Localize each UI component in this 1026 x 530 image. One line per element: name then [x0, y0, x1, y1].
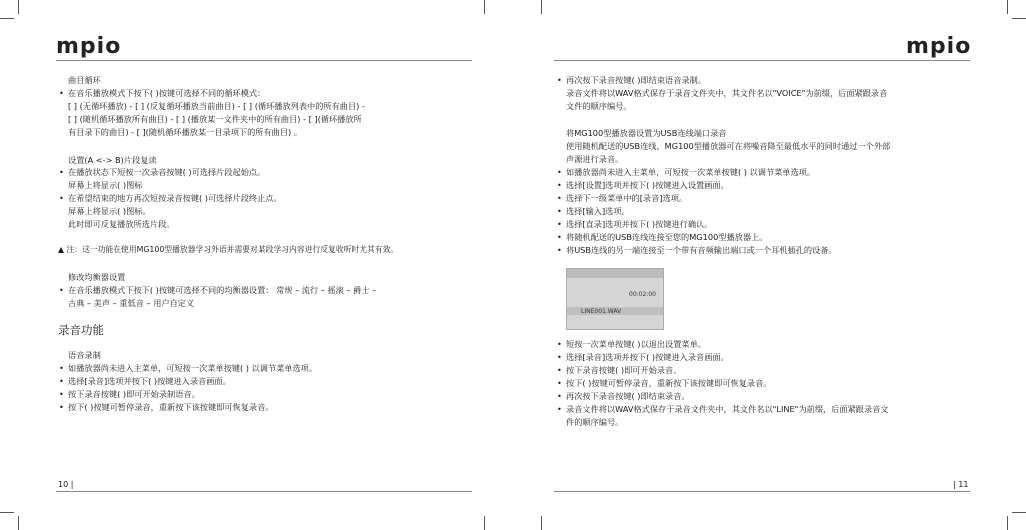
repeat-line-3: [ ] (随机循环播放所有曲目) - [ ] (播放某一文件夹中的所有曲目) - [ ](循环播放所 — [68, 114, 362, 124]
crop-mark — [484, 516, 485, 530]
crop-mark — [541, 0, 542, 14]
footer-rule-left — [56, 491, 472, 492]
crop-mark — [18, 516, 19, 530]
usb-step-7: • 将USB连线的另一端连接至一个带有音频输出端口或一个耳机插孔的设备。 — [566, 244, 837, 257]
footer-rule-right — [554, 491, 970, 492]
r-line-3: 文件的顺序编号。 — [566, 101, 632, 111]
usb2-line-7: 件的顺序编号。 — [566, 417, 624, 427]
voice-rec-title: 语音录制 — [68, 350, 101, 360]
usb-step-1: • 如播放器尚未进入主菜单，可短按一次菜单按键( ) 以调节菜单选项。 — [566, 166, 815, 179]
repeat-title: 曲目循环 — [68, 75, 101, 85]
header-rule-left — [56, 60, 472, 61]
crop-mark — [1007, 516, 1008, 530]
header-rule-right — [554, 60, 970, 61]
eq-title: 修改均衡器设置 — [68, 272, 126, 282]
crop-mark — [0, 512, 14, 513]
screen-filename: LINE001.WAV — [581, 308, 622, 315]
crop-mark — [1012, 18, 1026, 19]
ab-line-5: 此时即可反复播放所选片段。 — [68, 219, 175, 229]
page-number-left: 10 | — [58, 480, 74, 489]
device-screen-image — [566, 268, 664, 330]
r-step-end: • 再次按下录音按键( )即结束语音录制。 — [566, 74, 706, 87]
usb-line-2: 声源进行录音。 — [566, 154, 624, 164]
usb2-step-5: • 再次按下录音按键( )即结束录音。 — [566, 390, 690, 403]
usb-step-6: • 将随机配送的USB连线连接至您的MG100型播放器上。 — [566, 231, 767, 244]
mpio-logo-right: mpio — [906, 34, 972, 59]
usb-step-5: • 选择[直录]选项并按下( )按键进行确认。 — [566, 218, 712, 231]
usb2-step-6: • 录音文件将以WAV格式保存于录音文件夹中，其文件名以"LINE"为前缀，后面紧跟录音文 — [566, 403, 889, 416]
ab-line-2: 屏幕上将显示( )图标 — [68, 180, 143, 190]
voice-step-1: • 如播放器尚未进入主菜单，可短按一次菜单按键( ) 以调节菜单选项。 — [68, 362, 317, 375]
eq-line-2: 古典 – 美声 – 重低音 – 用户自定义 — [68, 298, 195, 308]
voice-step-2: • 选择[录音]选项并按下( )按键进入录音画面。 — [68, 375, 231, 388]
repeat-line-4: 有目录下的曲目) - [ ](随机循环播放某一目录项下的所有曲目) 。 — [68, 127, 303, 137]
crop-mark — [1007, 0, 1008, 14]
usb-rec-title: 将MG100型播放器设置为USB连线端口录音 — [566, 128, 727, 138]
ab-step-1: • 在播放状态下短按一次录音按键( )可选择片段起始点。 — [68, 166, 265, 179]
screen-time: 00:02:00 — [629, 291, 656, 298]
usb-step-2: • 选择[设置]选项并按下( )按键进入设置画面。 — [566, 179, 729, 192]
eq-step-1: • 在音乐播放模式下按下( )按键可选择不同的均衡器设置： 常规 – 流行 – 摇滚 – 爵士 – — [68, 284, 376, 297]
voice-step-4: • 按下( )按键可暂停录音，重新按下该按键即可恢复录音。 — [68, 401, 274, 414]
r-line-2: 录音文件将以WAV格式保存于录音文件夹中，其文件名以"VOICE"为前缀，后面紧跟录音 — [566, 88, 888, 98]
usb2-step-3: • 按下录音按键( )即可开始录音。 — [566, 364, 681, 377]
ab-line-4: 屏幕上将显示( )图标。 — [68, 206, 151, 216]
voice-step-3: • 按下录音按键( )即可开始录制语音。 — [68, 388, 200, 401]
crop-mark — [18, 0, 19, 14]
usb-step-3: • 选择下一级菜单中的[录音]选项。 — [566, 192, 687, 205]
repeat-line-2: [ ] (无循环播放) - [ ] (反复循环播放当前曲目) - [ ] (循环播放列表中的所有曲目) - — [68, 101, 365, 111]
ab-step-2: • 在希望结束的地方再次短按录音按键( )可选择片段终止点。 — [68, 192, 282, 205]
screen-top-bar — [567, 269, 663, 278]
crop-mark — [541, 516, 542, 530]
crop-mark — [0, 18, 14, 19]
usb2-step-1: • 短按一次菜单按键( )以退出设置菜单。 — [566, 338, 706, 351]
usb-step-4: • 选择[输入]选项。 — [566, 205, 630, 218]
recording-heading: 录音功能 — [58, 323, 104, 337]
crop-mark — [1012, 512, 1026, 513]
usb2-step-2: • 选择[录音]选项并按下( )按键进入录音画面。 — [566, 351, 729, 364]
ab-repeat-title: 设置(A <-> B)片段复读 — [68, 155, 157, 165]
mpio-logo-left: mpio — [56, 34, 122, 59]
ab-note: ▲ 注：这一功能在使用MG100型播放器学习外语并需要对某段学习内容进行反复收听时尤其有效。 — [58, 245, 399, 254]
usb-line-1: 使用随机配送的USB连线，MG100型播放器可在将噪音降至最低水平的同时通过一个外部 — [566, 141, 891, 151]
crop-mark — [484, 0, 485, 14]
page-number-right: | 11 — [953, 480, 969, 489]
repeat-step-1: • 在音乐播放模式下按下( )按键可选择不同的循环模式： — [68, 87, 265, 100]
usb2-step-4: • 按下( )按键可暂停录音，重新按下该按键即可恢复录音。 — [566, 377, 772, 390]
